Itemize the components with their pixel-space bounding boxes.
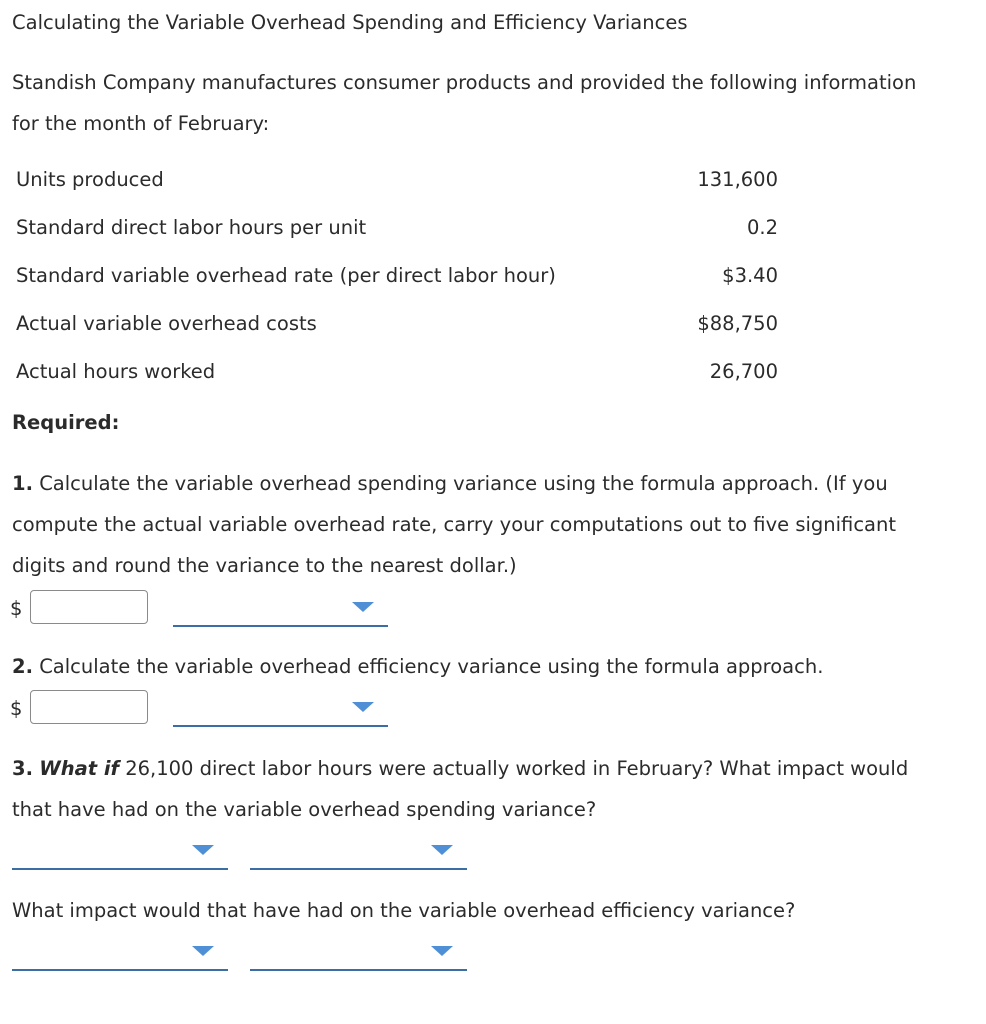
q2-text: Calculate the variable overhead efficiency variance using the formula approach.	[39, 655, 824, 678]
q1-line-3: digits and round the variance to the nearest dollar.)	[12, 554, 517, 577]
page-title: Calculating the Variable Overhead Spending and Efficiency Variances	[12, 11, 688, 34]
q2-amount-input[interactable]	[30, 690, 148, 724]
q3-spending-impact-dropdown-1[interactable]	[12, 836, 228, 870]
info-value-units-produced: 131,600	[697, 168, 778, 191]
q3-efficiency-impact-dropdown-1[interactable]	[12, 937, 228, 971]
q3-line-1	[12, 748, 908, 789]
q2-line	[12, 646, 823, 687]
q1-text-1: Calculate the variable overhead spending variance using the formula approach. (If you	[39, 472, 888, 495]
q3-text-1: 26,100 direct labor hours were actually worked in February? What impact would	[125, 757, 909, 780]
info-value-std-rate: $3.40	[722, 264, 778, 287]
chevron-down-icon	[431, 946, 453, 956]
info-value-actual-hours: 26,700	[709, 360, 778, 383]
info-label-units-produced: Units produced	[16, 168, 164, 191]
info-value-std-hours: 0.2	[746, 216, 778, 239]
info-value-actual-costs: $88,750	[697, 312, 778, 335]
q1-number: 1.	[12, 472, 33, 495]
q3-line-2: that have had on the variable overhead spending variance?	[12, 798, 597, 821]
q1-variance-type-dropdown[interactable]	[173, 593, 388, 627]
info-label-std-rate: Standard variable overhead rate (per direct labor hour)	[16, 264, 556, 287]
info-label-std-hours: Standard direct labor hours per unit	[16, 216, 367, 239]
intro-line-2: for the month of February:	[12, 112, 270, 135]
q3-spending-impact-dropdown-2[interactable]	[250, 836, 467, 870]
info-label-actual-costs: Actual variable overhead costs	[16, 312, 317, 335]
q3-efficiency-question: What impact would that have had on the variable overhead efficiency variance?	[12, 899, 796, 922]
chevron-down-icon	[431, 845, 453, 855]
chevron-down-icon	[192, 845, 214, 855]
q3-what-if: What if	[39, 757, 120, 780]
q1-currency-symbol: $	[10, 597, 23, 620]
q1-line-1	[12, 463, 888, 504]
required-heading: Required:	[12, 411, 120, 434]
chevron-down-icon	[352, 602, 374, 612]
q2-currency-symbol: $	[10, 697, 23, 720]
q2-number: 2.	[12, 655, 33, 678]
intro-line-1: Standish Company manufactures consumer products and provided the following information	[12, 71, 917, 94]
q1-amount-input[interactable]	[30, 590, 148, 624]
chevron-down-icon	[192, 946, 214, 956]
q3-number: 3.	[12, 757, 33, 780]
q3-efficiency-impact-dropdown-2[interactable]	[250, 937, 467, 971]
q1-line-2: compute the actual variable overhead rate, carry your computations out to five significant	[12, 513, 897, 536]
q2-variance-type-dropdown[interactable]	[173, 693, 388, 727]
chevron-down-icon	[352, 702, 374, 712]
info-label-actual-hours: Actual hours worked	[16, 360, 216, 383]
